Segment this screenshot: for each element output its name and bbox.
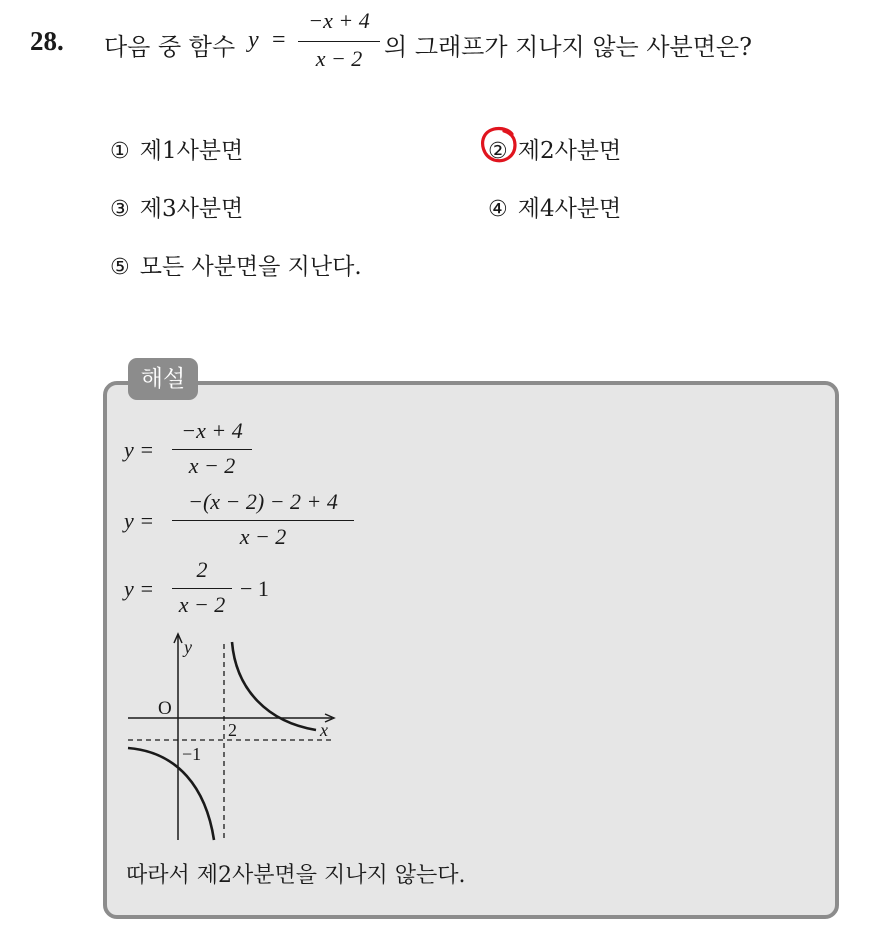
question-variable: y	[248, 27, 259, 53]
option-2-label: 제2사분면	[517, 138, 622, 164]
solution-line3-tail: − 1	[240, 576, 269, 601]
option-5-number: ⑤	[110, 255, 130, 280]
y-axis-label: y	[184, 637, 192, 657]
origin-label: O	[158, 698, 172, 719]
curve-upper-right	[232, 642, 316, 730]
question-text-after: 의 그래프가 지나지 않는 사분면은?	[384, 33, 752, 61]
option-3[interactable]	[110, 190, 243, 223]
solution-tag: 해설	[128, 358, 198, 400]
solution-line3-bar	[172, 588, 232, 589]
option-1-label: 제1사분면	[139, 138, 244, 164]
answer-circle-mark	[479, 124, 519, 164]
option-3-label: 제3사분면	[139, 196, 244, 222]
question-fraction-bar	[298, 41, 380, 42]
option-5-label: 모든 사분면을 지난다.	[139, 254, 362, 280]
solution-line1-bar	[172, 449, 252, 450]
question-number: 28.	[30, 26, 64, 56]
solution-line1-numerator: −x + 4	[181, 418, 243, 443]
x-axis-label: x	[320, 720, 328, 740]
solution-line3-numerator: 2	[196, 557, 208, 582]
option-4-label: 제4사분면	[517, 196, 622, 222]
solution-line2-lhs: y =	[124, 508, 155, 533]
question-denominator: x − 2	[315, 46, 363, 71]
question-equals: =	[272, 27, 286, 53]
asymptote-y-label: −1	[182, 744, 202, 764]
solution-line3-lhs: y =	[124, 576, 155, 601]
y-axis	[174, 634, 182, 840]
option-3-number: ③	[110, 197, 130, 222]
solution-conclusion: 따라서 제2사분면을 지나지 않는다.	[126, 863, 466, 888]
question-numerator: −x + 4	[308, 8, 370, 33]
solution-line2-bar	[172, 520, 354, 521]
option-5[interactable]	[110, 248, 362, 281]
option-2-number: ②	[488, 139, 508, 164]
solution-line1-denominator: x − 2	[188, 453, 236, 478]
option-1-number: ①	[110, 139, 130, 164]
solution-line2-denominator: x − 2	[239, 524, 287, 549]
solution-line2-numerator: −(x − 2) − 2 + 4	[188, 489, 338, 514]
solution-line3-denominator: x − 2	[178, 592, 226, 617]
solution-line1-lhs: y =	[124, 437, 155, 462]
question-text-before: 다음 중 함수	[104, 33, 236, 61]
function-graph	[118, 628, 348, 850]
option-1[interactable]	[110, 132, 243, 165]
option-4-number: ④	[488, 197, 508, 222]
asymptote-x-label: 2	[228, 720, 237, 740]
option-4[interactable]	[488, 190, 621, 223]
